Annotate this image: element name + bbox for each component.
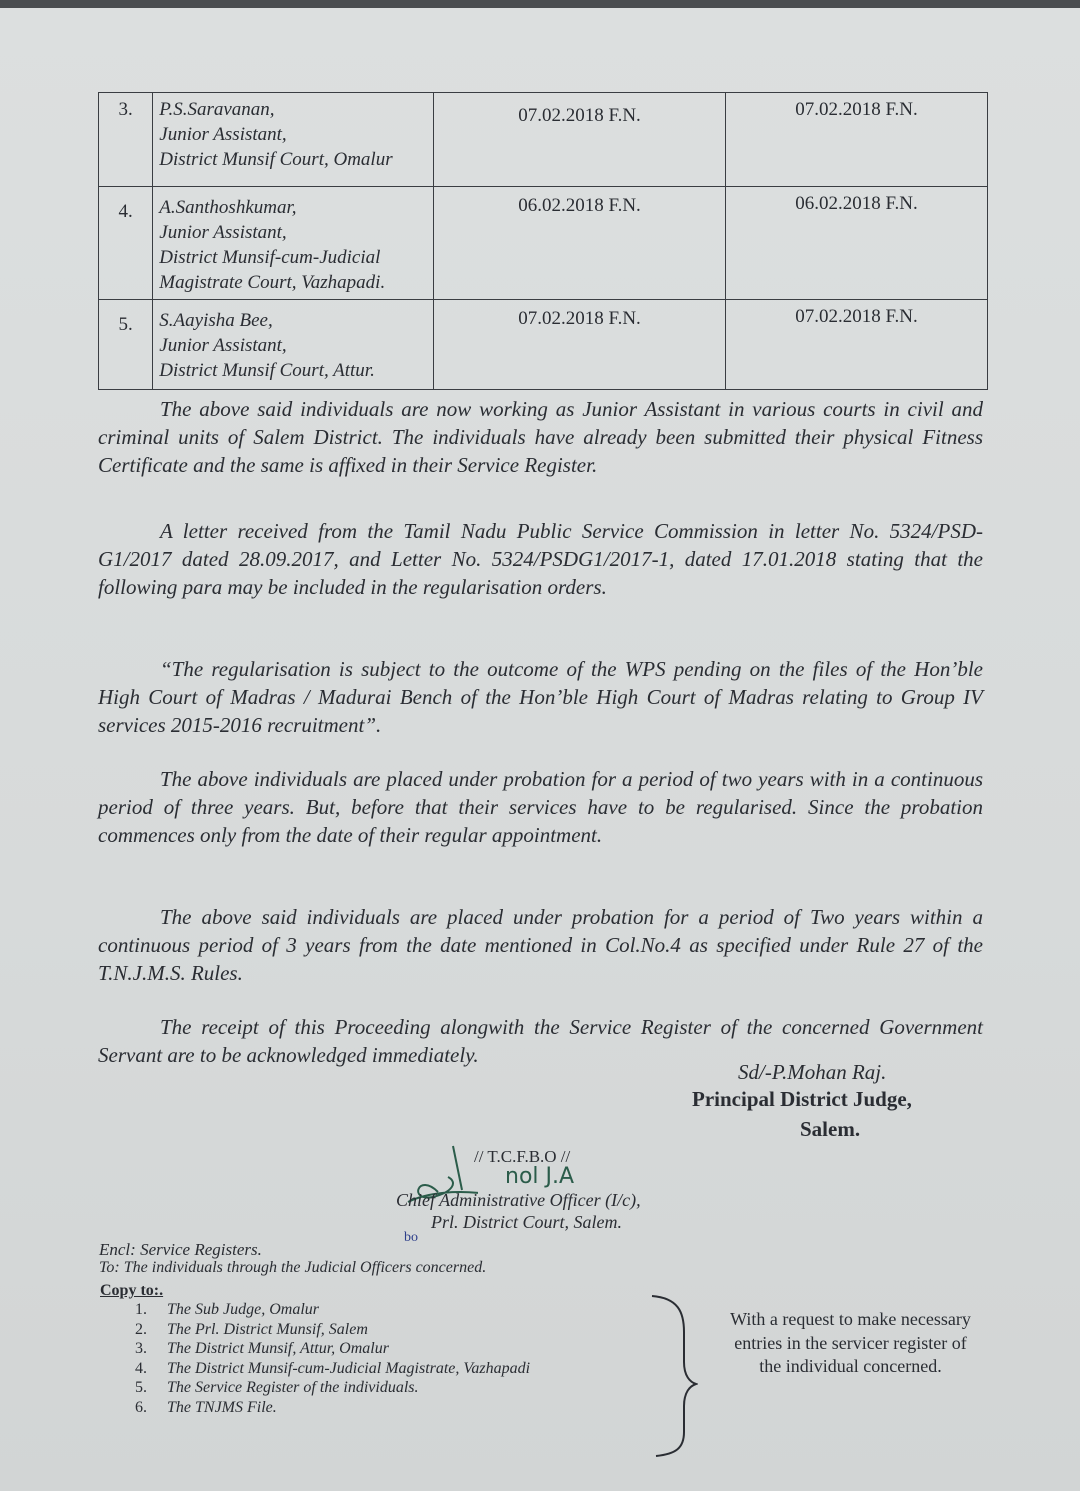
item-text: The District Munsif-cum-Judicial Magistrate, Vazhapadi <box>167 1359 531 1377</box>
item-number: 2. <box>135 1320 147 1338</box>
item-number: 6. <box>135 1398 147 1416</box>
employee-court-cont: Magistrate Court, Vazhapadi. <box>159 272 386 293</box>
item-number: 5. <box>135 1379 147 1396</box>
employee-details <box>153 93 434 187</box>
paragraph-tnpsc-letter: A letter received from the Tamil Nadu Public Service Commission in letter No. 5324/PSD-G1/2017 dated 28.09.2017, and Letter No. 5324/PSDG1/2017-1, dated 17.01.2018 stating that the following para may be included in the regularisation orders. <box>98 519 983 599</box>
list-item <box>135 1378 530 1398</box>
item-number: 1. <box>135 1301 147 1318</box>
employee-name: S.Aayisha Bee, <box>159 310 273 331</box>
row-number: 3. <box>99 93 153 187</box>
list-item <box>135 1359 530 1379</box>
table-row <box>99 93 988 187</box>
copy-to-heading: Copy to:. <box>100 1282 164 1299</box>
copy-note: With a request to make necessary entries in the servicer register of the individual concerned. <box>730 1309 971 1376</box>
employee-court: District Munsif-cum-Judicial <box>159 247 381 268</box>
signature-sd: Sd/-P.Mohan Raj. <box>738 1060 887 1084</box>
list-item <box>135 1300 530 1320</box>
item-number: 3. <box>135 1340 147 1357</box>
appointment-table <box>98 92 988 390</box>
item-text: The Sub Judge, Omalur <box>167 1301 319 1318</box>
item-text: The TNJMS File. <box>167 1398 277 1416</box>
signature-title: Principal District Judge, <box>692 1087 912 1111</box>
date-col3: 07.02.2018 F.N. <box>434 300 726 390</box>
date-col3: 07.02.2018 F.N. <box>434 93 726 187</box>
item-text: The District Munsif, Attur, Omalur <box>167 1340 389 1357</box>
officer-title: Chief Administrative Officer (I/c), <box>396 1190 641 1210</box>
signature-place: Salem. <box>800 1117 861 1141</box>
tcfbo-mark: // T.C.F.B.O // <box>474 1147 571 1166</box>
handwritten-initials: bo <box>404 1230 418 1245</box>
enclosure: Encl: Service Registers. <box>99 1240 262 1259</box>
list-item <box>135 1320 530 1340</box>
list-item <box>135 1339 530 1359</box>
curly-brace <box>648 1292 698 1460</box>
employee-post: Junior Assistant, <box>159 222 287 243</box>
date-col3: 06.02.2018 F.N. <box>434 187 726 300</box>
copy-list <box>135 1300 530 1417</box>
employee-post: Junior Assistant, <box>159 335 287 356</box>
paragraph-quoted-condition: “The regularisation is subject to the outcome of the WPS pending on the files of the Hon’ble High Court of Madras / Madurai Bench of the Hon’ble High Court of Madras relating to Group IV services 2015-2016 recruitment”. <box>98 657 983 737</box>
date-col4: 07.02.2018 F.N. <box>726 300 988 390</box>
list-item <box>135 1398 530 1418</box>
employee-name: A.Santhoshkumar, <box>159 197 297 218</box>
photo-edge <box>0 0 1080 8</box>
employee-details <box>153 187 434 300</box>
employee-court: District Munsif Court, Attur. <box>159 360 375 381</box>
employee-name: P.S.Saravanan, <box>159 99 275 120</box>
table-row <box>99 300 988 390</box>
employee-post: Junior Assistant, <box>159 124 287 145</box>
employee-court: District Munsif Court, Omalur <box>159 149 393 170</box>
table-row <box>99 187 988 300</box>
item-text: The Prl. District Munsif, Salem <box>167 1320 368 1338</box>
paragraph-probation: The above individuals are placed under probation for a period of two years with in a continuous period of three years. But, before that their services have to be regularised. Since the probation commences only from the date of their regular appointment. <box>98 767 983 847</box>
item-number: 4. <box>135 1359 147 1377</box>
date-col4: 06.02.2018 F.N. <box>726 187 988 300</box>
employee-details <box>153 300 434 390</box>
row-number: 4. <box>99 187 153 300</box>
officer-court: Prl. District Court, Salem. <box>431 1212 623 1232</box>
item-text: The Service Register of the individuals. <box>167 1379 419 1396</box>
paragraph-acknowledgement: The receipt of this Proceeding alongwith the Service Register of the concerned Government Servant are to be acknowledged immediately. <box>98 1015 983 1067</box>
paragraph-probation-rule: The above said individuals are placed under probation for a period of Two years within a continuous period of 3 years from the date mentioned in Col.No.4 as specified under Rule 27 of the T.N.J.M.S. Rules. <box>98 905 983 985</box>
row-number: 5. <box>99 300 153 390</box>
handwritten-note: nol J.A <box>505 1164 575 1189</box>
date-col4: 07.02.2018 F.N. <box>726 93 988 187</box>
to-line: To: The individuals through the Judicial Officers concerned. <box>99 1259 487 1276</box>
paragraph-working-status: The above said individuals are now working as Junior Assistant in various courts in civil and criminal units of Salem District. The individuals have already been submitted their physical Fitness Certificate and the same is affixed in their Service Register. <box>98 397 983 477</box>
